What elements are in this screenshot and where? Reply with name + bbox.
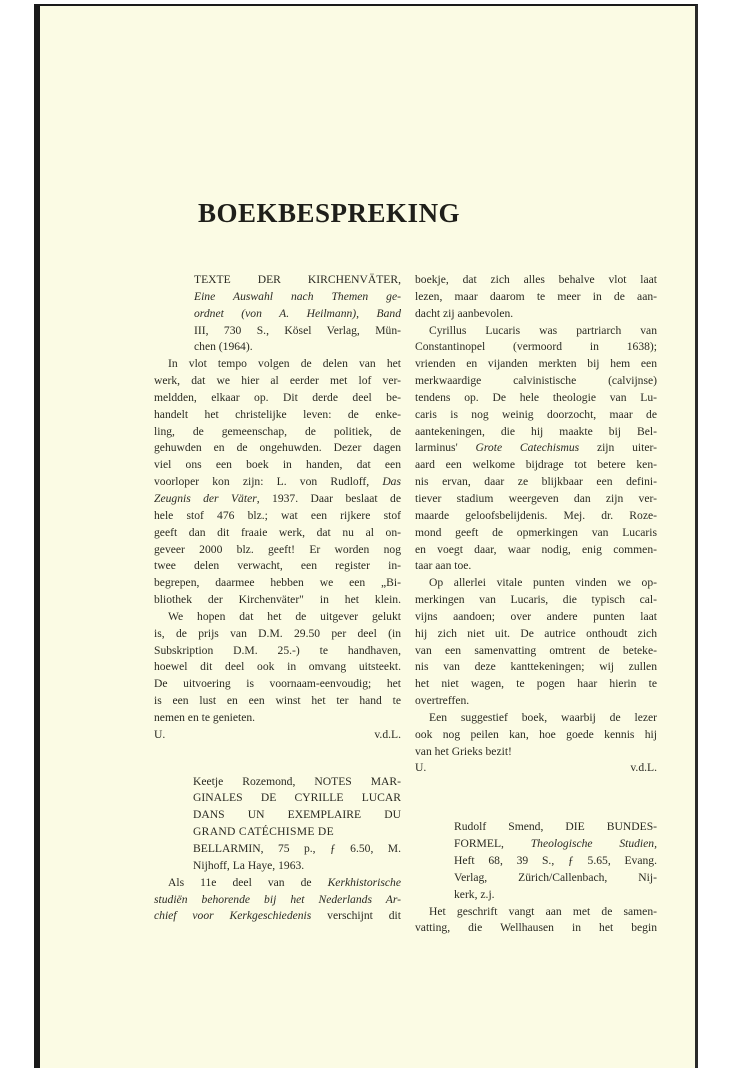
signature-author: v.d.L. xyxy=(374,727,401,741)
review-signature xyxy=(415,760,657,777)
body-line: We hopen dat het de uitgever gelukt xyxy=(168,609,401,623)
citation-line xyxy=(415,836,657,853)
body-line: aantekeningen, die hij maakte bij Bel- xyxy=(415,424,657,438)
citation-line xyxy=(154,306,401,323)
review-2-continued xyxy=(415,272,657,777)
body-line: hele stof 476 blz.; wat een rijkere stof xyxy=(154,508,401,522)
body-line: lezen, maar daarom te meer in de aan- xyxy=(415,289,657,303)
body-line: geveer 2000 blz. geeft! Er worden nog xyxy=(154,542,401,556)
citation-line: BELLARMIN, 75 p., ƒ 6.50, M. xyxy=(193,842,401,855)
body-line xyxy=(154,491,401,508)
body-line: De uitvoering is voornaam-eenvoudig; het xyxy=(154,677,401,691)
body-text: Als 11e deel van de xyxy=(168,875,328,889)
body-line: handelt het christelijke leven: de enke- xyxy=(154,407,401,421)
body-line: mond geeft de opmerkingen van Lucaris xyxy=(415,525,657,539)
body-line xyxy=(154,474,401,491)
body-text: zijn uiter- xyxy=(579,441,657,455)
citation-text: FORMEL, xyxy=(454,837,531,851)
body-line xyxy=(154,875,401,892)
body-line: ook nog peilen kan, hoe goede kennis hij xyxy=(415,727,657,741)
body-line: maarde geloofsbelijdenis. Mej. dr. Roze- xyxy=(415,508,657,522)
body-line: geeft dan dit fraaie werk, dat nu al on- xyxy=(154,525,401,539)
body-line: Op allerlei vitale punten vinden we op- xyxy=(429,576,657,590)
citation-line: Keetje Rozemond, NOTES MAR- xyxy=(193,774,401,788)
book-title: Zeugnis der Väter xyxy=(154,491,257,505)
review-3-body xyxy=(415,904,657,938)
body-text: voorloper kon zijn: L. von Rudloff, xyxy=(154,475,383,489)
body-line: van het Grieks bezit! xyxy=(415,744,512,758)
body-line: het niet wagen, te pogen haar hierin te xyxy=(415,677,657,691)
body-line: van een samenvatting omtrent de beteke- xyxy=(415,643,657,657)
citation-line: GRAND CATÉCHISME DE xyxy=(193,825,334,839)
citation-line: III, 730 S., Kösel Verlag, Mün- xyxy=(194,323,401,337)
body-line: dacht zij aanbevolen. xyxy=(415,306,514,320)
body-line: tendens op. De hele theologie van Lu- xyxy=(415,390,657,404)
signature-author: v.d.L. xyxy=(630,761,657,775)
body-line: begrepen, daarmee hebben we een „Bi- xyxy=(154,576,401,590)
citation-line: Verlag, Zürich/Callenbach, Nij- xyxy=(454,870,657,884)
body-line: Een suggestief boek, waarbij de lezer xyxy=(429,710,657,724)
body-line: In vlot tempo volgen de delen van het xyxy=(168,357,401,371)
body-line: nemen en te genieten. xyxy=(154,710,256,724)
body-line: Constantinopel (vermoord in 1638); xyxy=(415,340,657,354)
body-line: ling, de gemeenschap, de politiek, de xyxy=(154,424,401,438)
body-text: larminus' xyxy=(415,441,476,455)
body-line: boekje, dat zich alles behalve vlot laat xyxy=(415,273,657,286)
citation-line: GINALES DE CYRILLE LUCAR xyxy=(193,791,401,805)
body-line: overtreffen. xyxy=(415,694,470,708)
body-line: vatting, die Wellhausen in het begin xyxy=(415,921,657,935)
body-line: Cyrillus Lucaris was partriarch van xyxy=(429,323,657,337)
body-line: twee delen verwacht, een register in- xyxy=(154,559,401,573)
book-title: Das xyxy=(382,475,401,489)
citation-line: Nijhoff, La Haye, 1963. xyxy=(193,858,305,872)
review-1-body xyxy=(154,356,401,743)
citation-text: ordnet (von A. Heilmann), Band xyxy=(194,306,401,320)
body-line: nis ervan, daar ze blijkbaar een defini- xyxy=(415,475,657,489)
body-line: hoewel dit deel ook in omvang uitsteekt. xyxy=(154,660,401,674)
body-line: vijns aandoen; over andere punten laat xyxy=(415,609,657,623)
body-line: merkingen van Lucaris, die typisch cal- xyxy=(415,593,657,607)
body-text: verschijnt dit xyxy=(311,909,401,923)
citation-line: DANS UN EXEMPLAIRE DU xyxy=(193,808,401,822)
body-line: en voegt daar, waar nodig, enig commen- xyxy=(415,542,657,556)
body-line: vrienden en vijanden merkten bij hem een xyxy=(415,357,657,371)
review-1-citation xyxy=(154,272,401,356)
series-title: chief voor Kerkgeschiedenis xyxy=(154,909,312,923)
signature-initial: U. xyxy=(154,727,166,741)
series-title: Kerkhistorische xyxy=(327,875,401,889)
body-line: merkwaardige calvinistische (calvijnse) xyxy=(415,374,657,388)
signature-initial: U. xyxy=(415,761,427,775)
body-text: , 1937. Daar beslaat de xyxy=(256,491,401,505)
right-column xyxy=(415,272,657,937)
book-title: Grote Catechismus xyxy=(475,441,580,455)
section-heading: BOEKBESPREKING xyxy=(198,198,461,228)
citation-line: TEXTE DER KIRCHENVÄTER, xyxy=(194,273,401,286)
citation-line: Heft 68, 39 S., ƒ 5.65, Evang. xyxy=(454,854,657,867)
body-line: is, de prijs van D.M. 29.50 per deel (in xyxy=(154,626,401,640)
body-line xyxy=(154,908,401,925)
review-signature xyxy=(154,727,401,744)
body-line: is een lust en een winst het ter hand te xyxy=(154,694,401,708)
body-line: tiever stadium weergeven dan zijn ver- xyxy=(415,491,657,505)
body-line: bliothek der Kirchenväter" in het klein. xyxy=(154,593,401,607)
body-line: caris is nog weinig doorzocht, maar de xyxy=(415,407,657,421)
citation-line: kerk, z.j. xyxy=(454,887,495,901)
body-line: aard een welkome bijdrage tot betere ken- xyxy=(415,458,657,472)
review-2-body xyxy=(154,875,401,926)
left-column xyxy=(154,272,401,925)
body-line: meldden, elkaar op. Dit derde deel be- xyxy=(154,390,401,404)
body-line: nis van deze kanttekeningen; wij zullen xyxy=(415,660,657,674)
body-line xyxy=(415,440,657,457)
body-line: werk, dat we hier al eerder met lof ver- xyxy=(154,374,401,388)
body-line: hij zich niet uit. De autrice onthoudt zich xyxy=(415,626,657,640)
body-line: Subskription D.M. 25.-) te handhaven, xyxy=(154,643,401,657)
body-line: viel ons een boek in handen, dat een xyxy=(154,458,401,472)
series-title: Theologische Studien, xyxy=(530,837,657,851)
citation-line: chen (1964). xyxy=(194,340,253,354)
body-line: gehuwden en de ongehuwden. Dezer dagen xyxy=(154,441,401,455)
citation-line: Rudolf Smend, DIE BUNDES- xyxy=(454,820,657,834)
review-3-citation xyxy=(415,819,657,903)
body-line: Het geschrift vangt aan met de samen- xyxy=(429,904,657,918)
citation-line: Eine Auswahl nach Themen ge- xyxy=(194,289,401,303)
body-line: taar aan toe. xyxy=(415,559,472,573)
review-2-citation xyxy=(154,774,401,875)
body-line: studiën behorende bij het Nederlands Ar- xyxy=(154,892,401,906)
